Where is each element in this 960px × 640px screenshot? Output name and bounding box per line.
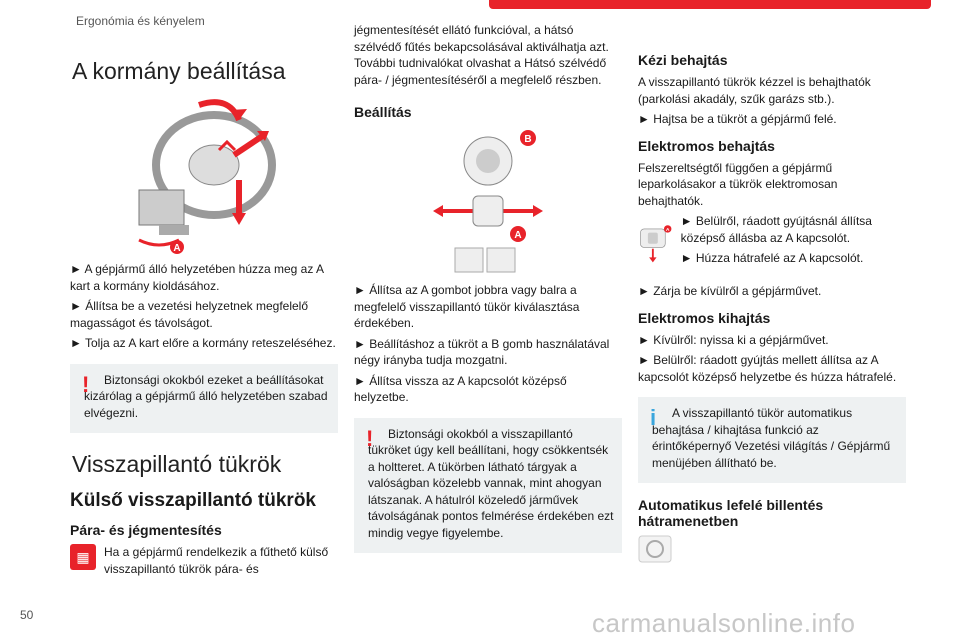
adjustment-heading: Beállítás xyxy=(354,104,412,120)
electric-unfold-step-2: ► Belülről: ráadott gyújtás mellett állítsa az A kapcsolót középső helyzetbe és húzza hátrafelé. xyxy=(638,353,897,384)
electric-fold-step-3: ► Zárja be kívülről a gépjárművet. xyxy=(638,284,822,298)
steering-step-1: ► A gépjármű álló helyzetében húzza meg az A kart a kormány kioldásához. xyxy=(70,262,324,293)
adjust-step-2: ► Beállításhoz a tükröt a B gomb használatával négy irányba tudja mozgatni. xyxy=(354,336,610,367)
fig-label-b: B xyxy=(524,134,532,145)
adjust-step-3: ► Állítsa vissza az A kapcsolót középső helyzetbe. xyxy=(354,373,567,404)
external-mirrors-heading: Külső visszapillantó tükrök xyxy=(70,490,316,511)
manual-fold-text: A visszapillantó tükrök kézzel is behajthatók (parkolási akadály, szűk garázs stb.). xyxy=(638,75,871,106)
mirror-warning-box xyxy=(354,418,622,554)
rear-defrost-icon: ▦ xyxy=(70,544,96,570)
fig-label-a3: A xyxy=(665,227,670,233)
auto-tilt-heading: Automatikus lefelé billentés hátramenetben xyxy=(638,497,824,529)
manual-fold-step: ► Hajtsa be a tükröt a gépjármű felé. xyxy=(638,112,837,126)
electric-fold-text: Felszereltségtől függően a gépjármű leparkolásakor a tükrök elektromosan behajthatók. xyxy=(638,160,838,208)
page-title: A kormány beállítása xyxy=(72,58,286,84)
warning-icon: ! xyxy=(82,371,90,397)
defrost-text: Ha a gépjármű rendelkezik a fűthető külső visszapillantó tükrök pára- és xyxy=(104,545,329,576)
adjust-step-1: ► Állítsa az A gombot jobbra vagy balra a megfelelő visszapillantó tükör kiválasztása érdekében. xyxy=(354,283,580,330)
info-icon: i xyxy=(650,405,657,430)
warning-icon-2: ! xyxy=(366,425,374,451)
electric-unfold-heading: Elektromos kihajtás xyxy=(638,309,771,326)
steering-warning-text: Biztonsági okokból ezeket a beállításokat kizárólag a gépjármű álló helyzetében szabad elvégezni. xyxy=(84,372,328,420)
steering-step-3: ► Tolja az A kart előre a kormány reteszeléséhez. xyxy=(70,336,336,350)
column-2 xyxy=(354,22,622,565)
electric-fold-step-1: ► Belülről, ráadott gyújtásnál állítsa középső állásba az A kapcsolót. xyxy=(680,214,872,245)
defrost-heading: Pára- és jégmentesítés xyxy=(70,522,222,538)
mirror-warning-text: Biztonsági okokból a visszapillantó tükröket úgy kell beállítani, hogy csökkentsék a holtteret. A tükörben látható tárgyak a valóságban közelebb vannak, mint ahogyan látszanak. A hátulról közeledő járművek távolságának pontos felmérése érdekében ezt mindig vegye figyelembe. xyxy=(368,426,614,540)
steering-warning-box xyxy=(70,364,338,434)
mirror-switch-icon xyxy=(638,213,673,277)
auto-fold-info-text: A visszapillantó tükör automatikus behajtása / kihajtása funkció az érintőképernyő Vezetési világítás / Gépjármű menüjében állítható be. xyxy=(652,406,891,470)
header-section-title: Ergonómia és kényelem xyxy=(76,14,205,28)
watermark: carmanualsonline.info xyxy=(592,608,856,638)
electric-fold-step-2: ► Húzza hátrafelé az A kapcsolót. xyxy=(680,251,864,265)
fig-label-a2: A xyxy=(514,230,522,241)
electric-fold-row xyxy=(638,213,906,277)
mirror-control-illustration xyxy=(423,126,553,276)
manual-fold-heading: Kézi behajtás xyxy=(638,52,728,68)
header-accent-bar xyxy=(489,0,931,9)
defrost-row xyxy=(70,544,338,581)
auto-fold-info-box xyxy=(638,397,906,483)
steering-adjust-illustration xyxy=(119,95,289,255)
electric-fold-heading: Elektromos behajtás xyxy=(638,137,775,154)
column-3 xyxy=(638,52,906,568)
electric-unfold-step-1: ► Kívülről: nyissa ki a gépjárművet. xyxy=(638,332,829,347)
page-number: 50 xyxy=(20,608,34,622)
column-1 xyxy=(70,40,338,581)
steering-wheel-icon xyxy=(638,535,672,563)
fig-label-a: A xyxy=(173,243,181,254)
defrost-continued-text: jégmentesítését ellátó funkcióval, a hátsó szélvédő fűtés bekapcsolásával aktiválhatja azt. További tudnivalókat olvashat a Hátsó szélvédő pára- / jégmentesítéséről a megfelelő részben. xyxy=(354,23,609,87)
mirrors-section-title: Visszapillantó tükrök xyxy=(72,451,282,477)
steering-step-2: ► Állítsa be a vezetési helyzetnek megfelelő magasságot és távolságot. xyxy=(70,299,309,330)
